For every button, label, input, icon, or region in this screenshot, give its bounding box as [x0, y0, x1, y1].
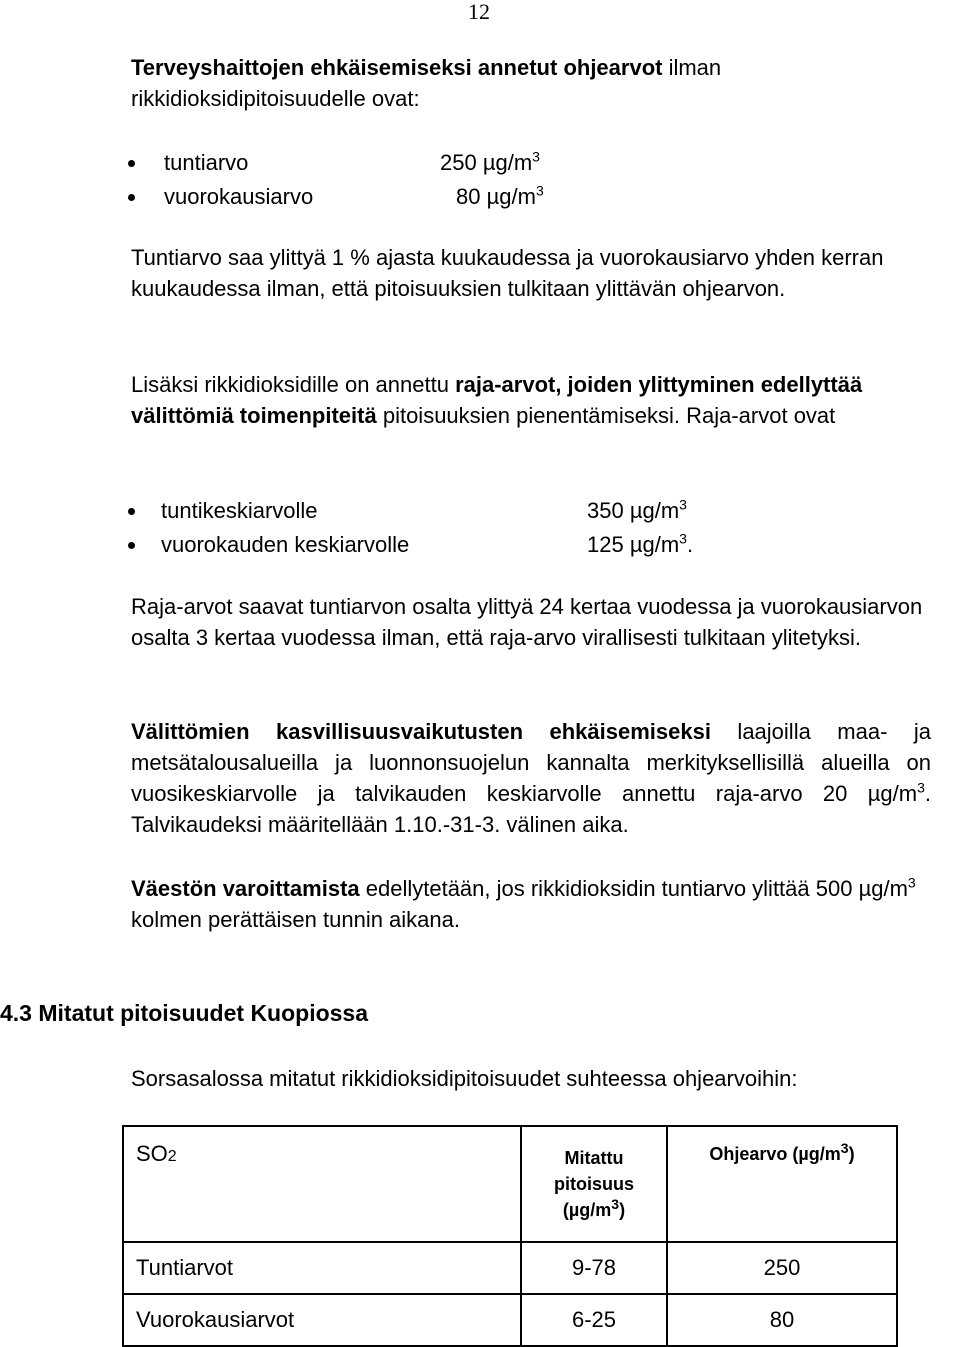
header-text: ) — [619, 1200, 626, 1220]
list-item-value — [440, 146, 540, 180]
bullet-icon — [128, 194, 135, 201]
bold-text: Terveyshaittojen ehkäisemiseksi annetut ohjearvot — [131, 55, 663, 80]
header-cell-so2 — [123, 1126, 521, 1242]
list-item-value — [456, 180, 544, 214]
table-cell-guide: 250 — [667, 1242, 897, 1294]
list-item-value — [587, 494, 687, 528]
exponent: 3 — [679, 530, 687, 547]
section-heading: 4.3 Mitatut pitoisuudet Kuopiossa — [0, 1000, 369, 1026]
text: ilman rikkidioksidipitoisuudelle ovat: — [131, 55, 722, 111]
bullet-icon — [128, 160, 135, 167]
table-cell-measured: 6-25 — [521, 1294, 667, 1346]
header-cell-measured — [521, 1126, 667, 1242]
exponent: 3 — [611, 1196, 620, 1212]
paragraph-warning — [131, 873, 931, 935]
subscript: 2 — [167, 1148, 177, 1165]
header-text: ) — [848, 1144, 855, 1164]
text: . Talvikaudeksi määritellään 1.10.-31-3. välinen aika. — [131, 781, 931, 837]
exponent: 3 — [917, 779, 925, 796]
exponent: 3 — [535, 182, 544, 199]
text: pitoisuuksien pienentämiseksi. Raja-arvot ovat — [376, 403, 836, 428]
value-text: 350 µg/m — [587, 498, 680, 523]
text: kolmen perättäisen tunnin aikana. — [131, 907, 460, 932]
table-cell-guide: 80 — [667, 1294, 897, 1346]
list-item-value — [587, 528, 693, 562]
exponent: 3 — [532, 148, 540, 165]
header-text: (µg/m — [562, 1200, 612, 1220]
bold-text: Väestön varoittamista — [131, 876, 360, 901]
paragraph-limit-values-intro — [131, 369, 931, 431]
bullet-icon — [128, 542, 135, 549]
table-cell-measured: 9-78 — [521, 1242, 667, 1294]
header-text: Ohjearvo (µg/m — [709, 1144, 841, 1164]
paragraph-exceedance: Tuntiarvo saa ylittyä 1 % ajasta kuukaudessa ja vuorokausiarvo yhden kerran kuukaudessa ilman, että pitoisuuksien tulkitaan ylittävän ohjearvon. — [131, 245, 884, 301]
header-line: pitoisuus — [554, 1174, 634, 1194]
measurement-table — [122, 1125, 898, 1347]
exponent: 3 — [679, 496, 687, 513]
text: laajoilla maa- ja metsätalousalueilla ja luonnonsuojelun kannalta merkityksellisillä alueilla on vuosikeskiarvolle ja talvikauden keskiarvolle annettu raja-arvo 20 µg/m — [131, 719, 932, 806]
list-item-label: vuorokauden keskiarvolle — [161, 532, 410, 557]
list-item-label: tuntikeskiarvolle — [161, 498, 318, 523]
list-item-label: tuntiarvo — [164, 150, 249, 175]
value-text: 80 µg/m — [456, 184, 536, 209]
header-line: Mitattu — [564, 1148, 624, 1168]
value-text: 250 µg/m — [440, 150, 533, 175]
text: edellytetään, jos rikkidioksidin tuntiarvo ylittää 500 µg/m — [359, 876, 908, 901]
exponent: 3 — [840, 1140, 849, 1156]
value-text: 125 µg/m — [587, 532, 680, 557]
table-row — [123, 1242, 897, 1294]
table-row — [123, 1294, 897, 1346]
header-cell-guide — [667, 1126, 897, 1242]
table-cell-name: Tuntiarvot — [123, 1242, 521, 1294]
header-line — [522, 1197, 666, 1223]
list-item-label: vuorokausiarvo — [164, 184, 314, 209]
page-number: 12 — [468, 0, 490, 24]
exponent: 3 — [907, 874, 916, 891]
table-cell-name: Vuorokausiarvot — [123, 1294, 521, 1346]
paragraph-limit-exceedance: Raja-arvot saavat tuntiarvon osalta ylittyä 24 kertaa vuodessa ja vuorokausiarvon osalta 3 kertaa vuodessa ilman, että raja-arvo virallisesti tulkitaan ylitetyksi. — [131, 594, 923, 650]
bold-text: raja-arvot, joiden ylittyminen edellyttää välittömiä toimenpiteitä — [131, 372, 863, 428]
suffix: . — [686, 532, 694, 557]
table-header-row — [123, 1126, 897, 1242]
paragraph-vegetation — [131, 716, 931, 840]
bold-text: Välittömien kasvillisuusvaikutusten ehkäisemiseksi — [131, 719, 711, 744]
paragraph-guide-values-intro — [131, 52, 931, 114]
text: Lisäksi rikkidioksidille on annettu — [131, 372, 456, 397]
bullet-icon — [128, 508, 135, 515]
header-text: SO — [136, 1141, 168, 1166]
paragraph-table-intro: Sorsasalossa mitatut rikkidioksidipitoisuudet suhteessa ohjearvoihin: — [131, 1066, 798, 1091]
